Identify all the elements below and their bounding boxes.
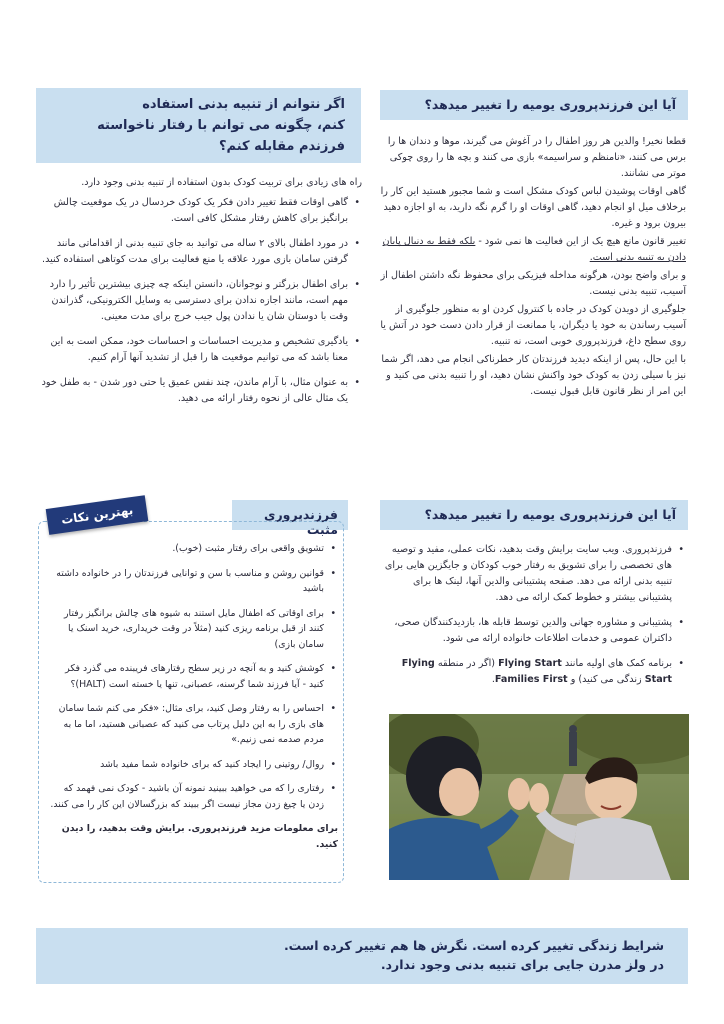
underlined-text: بلکه فقط به دنبال پایان دادن به تنبیه بدنی است.	[382, 236, 686, 263]
list-text: (اگر در منطقه	[434, 658, 499, 669]
list-item: • کوشش کنید و به آنچه در زیر سطح رفتارهای فریبنده می گذرد فکر کنید - آیا فرزند شما گرسنه، عصبانی، تنها یا خسته است (HALT)؟	[48, 661, 324, 692]
paragraph: قطعا نخیر! والدین هر روز اطفال را در آغوش می گیرند، موها و دندان ها را برس می کنند، «نامنظم و سراسیمه» بازی می کنند و بچه ها را روی چوکی موتر می نشانند.	[387, 136, 686, 179]
alternatives-list	[36, 195, 362, 407]
list-item: • احساس را به رفتار وصل کنید، برای مثال: «فکر می کنم شما سامان های بازی را به این دلیل پرتاب می کنید که عصبانی هستید، اما ما به مردم صدمه نمی زنیم.»	[48, 701, 324, 748]
footer-note: برای معلومات مزید فرزندپروری. برایش وقت بدهید، را دیدن کنید.	[61, 823, 338, 850]
list-item: • برای اطفال بزرگتر و نوجوانان، دانستن اینکه چه چیزی بیشترین تأثیر را دارد مهم است، مانند اجازه ندادن برای دسترسی به وسایل الکترونیکی، گذراندن وقت با دوستان شان یا ندادن پول جیب خرج برای مدت معینی.	[36, 277, 348, 325]
brand-flying-start: Flying Start	[498, 658, 562, 669]
list-text: .	[491, 674, 495, 685]
list-item: • به عنوان مثال، با آرام ماندن، چند نفس عمیق یا حتی دور شدن - به طفل خود یک مثال عالی از نحوه رفتار ارائه می دهید.	[36, 375, 348, 407]
list-text: زندگی می کنید) و	[567, 674, 645, 685]
heading-line: کنم، چگونه می توانم با رفتار ناخواسته	[97, 118, 345, 133]
heading-line: فرزندم مقابله کنم؟	[218, 139, 345, 154]
list-item: • پشتیبانی و مشاوره جهانی والدین توسط قابله ها، بازدیدکنندگان صحی، داکتران عمومی و خدمات اطلاعات خانواده ارائه می شود.	[378, 615, 672, 647]
list-text: برنامه کمک های اولیه مانند	[561, 658, 672, 669]
banner-line: در ولز مدرن جایی برای تنبیه بدنی وجود ندارد.	[380, 957, 664, 972]
list-item: • تشویق واقعی برای رفتار مثبت (خوب).	[48, 541, 324, 557]
paragraph: گاهی اوقات پوشیدن لباس کودک مشکل است و شما مجبور هستید این کار را برخلاف میل او انجام دهید، گاهی اوقات او را گرم نگه دارید، به او اجازه دهید بیرون برود و غیره.	[380, 186, 686, 229]
paragraph: جلوگیری از دویدن کودک در جاده با کنترول کردن او به منظور جلوگیری از آسیب رساندن به خود یا دیگران، یا ممانعت از قرار دادن دست خود در آتش یا روی سطح داغ، فرزندپروری خوبی است، نه تنبیه.	[380, 304, 686, 347]
list-item: • گاهی اوقات فقط تغییر دادن فکر یک کودک خردسال در یک موقعیت چالش برانگیز برای کاهش رفتار مشکل کافی است.	[36, 195, 348, 227]
heading-text: آیا این فرزندپروری یومیه را تغییر میدهد؟	[424, 97, 676, 112]
photo-parent-child-clapping	[389, 714, 689, 880]
tag-text: بهترین نکات	[60, 503, 134, 527]
bottom-banner	[36, 928, 688, 984]
section-heading-alternatives	[36, 88, 361, 163]
section-heading-support	[380, 500, 688, 530]
heading-text: آیا این فرزندپروری یومیه را تغییر میدهد؟	[424, 507, 676, 522]
heading-text: فرزندپروری مثبت	[264, 507, 338, 537]
paragraph	[374, 234, 686, 266]
list-item: • یادگیری تشخیص و مدیریت احساسات و احساسات خود، ممکن است به این معنا باشد که می توانیم موقعیت ها را قبل از تشدید آنها آرام کنیم.	[36, 334, 348, 366]
daily-parenting-body	[374, 134, 686, 402]
list-item: • روال/ روتینی را ایجاد کنید که برای خانواده شما مفید باشد	[48, 757, 324, 773]
intro-text: راه های زیادی برای تربیت کودک بدون استفاده از تنبیه بدنی وجود دارد.	[81, 177, 362, 188]
photo-illustration	[389, 714, 689, 880]
tips-list	[48, 541, 338, 812]
positive-parenting-body	[48, 541, 338, 854]
list-item: • رفتاری را که می خواهید ببینید نمونه آن باشید - کودک نمی فهمد که زدن یا چیغ زدن مجاز نیست اگر ببیند که بزرگسالان این کار را می کنند.	[48, 781, 324, 812]
heading-line: اگر نتوانم از تنبیه بدنی استفاده	[142, 97, 345, 112]
brand-families-first: Families First	[494, 674, 568, 685]
paragraph-text: تغییر قانون مانع هیچ یک از این فعالیت ها نمی شود -	[475, 236, 686, 247]
list-item	[378, 656, 672, 688]
list-item: • برای اوقاتی که اطفال مایل استند به شیوه های چالش برانگیز رفتار کنند از قبل برنامه ریزی کنید (مثلاً در وقت خریداری، خرید اسنک یا سامان بازی)	[48, 606, 324, 653]
list-item: • در مورد اطفال بالای ۲ ساله می توانید به جای تنبیه بدنی از اقداماتی مانند گرفتن سامان بازی مورد علاقه یا منع فعالیت برای مدت کوتاهی استفاده کنید.	[36, 236, 348, 268]
brand-flying-start: Flying Start	[401, 658, 672, 685]
paragraph: با این حال، پس از اینکه دیدید فرزندتان کار خطرناکی انجام می دهد، اگر شما نیز با سیلی زدن به کودک خود واکنش نشان دهید، او را تنبیه بدنی می کنید و این امر از نظر قانون قابل قبول نیست.	[381, 354, 686, 397]
paragraph: و برای واضح بودن، هرگونه مداخله فیزیکی برای محفوظ نگه داشتن اطفال از آسیب، تنبیه بدنی نیست.	[380, 270, 686, 297]
support-list	[378, 542, 686, 688]
section-heading-daily-parenting	[380, 90, 688, 120]
list-item: • فرزندپروری. ویب سایت برایش وقت بدهید، نکات عملی، مفید و توصیه های تخصصی را برای تشویق به رفتار خوب کودکان و جایگزین هایی برای تنبیه بدنی ارائه می دهد. صفحه پشتیبانی والدین آنها، لینک ها برای پشتیبانی بیشتر و خطوط کمک ارائه می دهد.	[378, 542, 672, 606]
alternatives-body	[36, 175, 362, 416]
list-item: • قوانین روشن و مناسب با سن و توانایی فرزندتان را در خانواده داشته باشید	[48, 566, 324, 597]
support-body	[378, 542, 686, 697]
banner-line: شرایط زندگی تغییر کرده است. نگرش ها هم تغییر کرده است.	[283, 938, 664, 953]
